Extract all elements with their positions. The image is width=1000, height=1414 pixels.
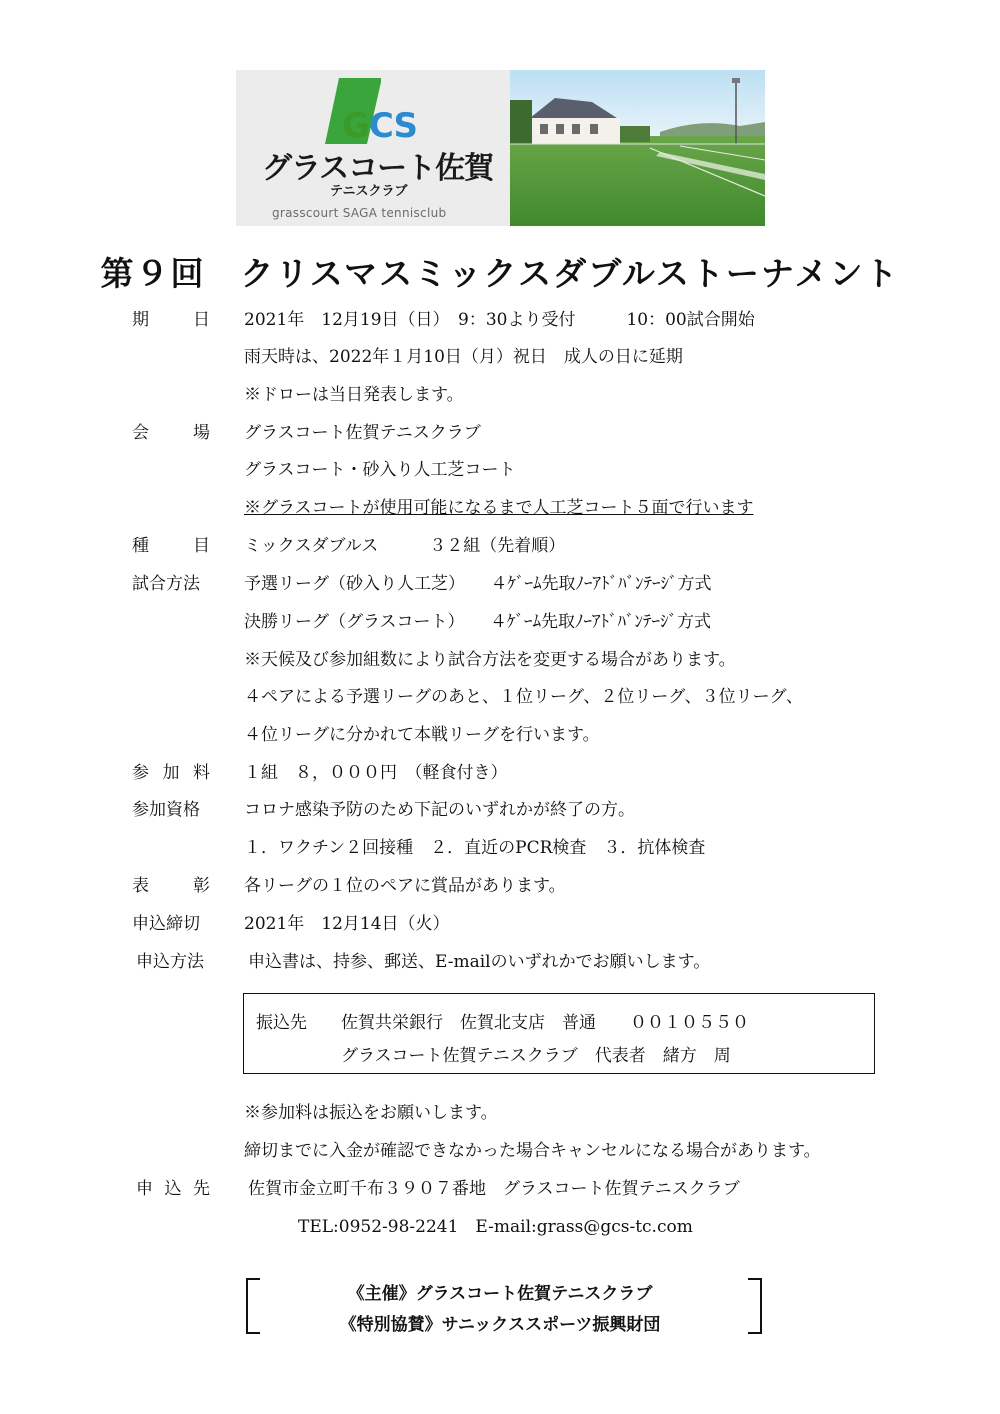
- event-line: ミックスダブルス ３２組（先着順）: [244, 536, 566, 556]
- venue-line-3: ※グラスコートが使用可能になるまで人工芝コート５面で行います: [244, 498, 754, 518]
- fee-line: １組 ８，０００円 （軽食付き）: [244, 763, 508, 783]
- contact-tel-email: TEL:0952-98-2241 E-mail:grass@gcs-tc.com: [298, 1217, 693, 1237]
- label-char: 彰: [193, 876, 210, 896]
- deadline-line: 2021年 12月14日（火）: [244, 914, 450, 934]
- label-char: 申: [136, 1179, 153, 1199]
- label-char: 表: [132, 876, 149, 896]
- label-eligibility: 参加資格: [132, 800, 200, 820]
- date-line-3: ※ドローは当日発表します。: [244, 385, 464, 405]
- page-title: 第９回 クリスマスミックスダブルストーナメント: [100, 254, 900, 293]
- organizer-line: 《主催》グラスコート佐賀テニスクラブ: [347, 1284, 653, 1304]
- label-char: 目: [193, 536, 210, 556]
- label-event: [132, 535, 210, 557]
- date-line-2: 雨天時は、2022年１月10日（月）祝日 成人の日に延期: [244, 347, 683, 367]
- label-char: 込: [164, 1179, 182, 1199]
- eligibility-line-1: コロナ感染予防のため下記のいずれかが終了の方。: [244, 800, 635, 820]
- label-contact: [136, 1178, 210, 1200]
- bank-line-1: 振込先 佐賀共栄銀行 佐賀北支店 普通 ００１０５５０: [256, 1013, 749, 1033]
- label-fee: [132, 762, 210, 784]
- date-line-1: 2021年 12月19日（日） 9：30より受付 10：00試合開始: [244, 310, 755, 330]
- payment-note-1: ※参加料は振込をお願いします。: [244, 1103, 498, 1123]
- label-char: 日: [193, 310, 210, 330]
- method-line: 申込書は、持参、郵送、E-mailのいずれかでお願いします。: [248, 952, 711, 972]
- label-char: 料: [193, 763, 210, 783]
- label-char: 先: [193, 1179, 210, 1199]
- label-format: 試合方法: [132, 574, 200, 594]
- venue-line-2: グラスコート・砂入り人工芝コート: [244, 460, 516, 480]
- payment-note-2: 締切までに入金が確認できなかった場合キャンセルになる場合があります。: [244, 1141, 821, 1161]
- venue-line-1: グラスコート佐賀テニスクラブ: [244, 423, 481, 443]
- label-method: 申込方法: [136, 952, 204, 972]
- format-line-2: 決勝リーグ（グラスコート） ４ｹﾞｰﾑ先取ﾉｰｱﾄﾞﾊﾞﾝﾃｰｼﾞ方式: [244, 612, 711, 632]
- label-deadline: 申込締切: [132, 914, 200, 934]
- logo-subtitle: テニスクラブ: [330, 184, 408, 199]
- award-line: 各リーグの１位のペアに賞品があります。: [244, 876, 566, 896]
- format-line-5: ４位リーグに分かれて本戦リーグを行います。: [244, 725, 600, 745]
- label-char: 種: [132, 536, 149, 556]
- bank-line-2: グラスコート佐賀テニスクラブ 代表者 緒方 周: [341, 1046, 731, 1066]
- label-char: 場: [193, 423, 210, 443]
- logo-mark: GCS: [342, 106, 418, 146]
- logo-name: グラスコート佐賀: [262, 151, 494, 186]
- format-line-3: ※天候及び参加組数により試合方法を変更する場合があります。: [244, 650, 736, 670]
- label-date: [132, 309, 210, 331]
- format-line-1: 予選リーグ（砂入り人工芝） ４ｹﾞｰﾑ先取ﾉｰｱﾄﾞﾊﾞﾝﾃｰｼﾞ方式: [244, 574, 712, 594]
- eligibility-line-2: １．ワクチン２回接種 ２．直近のPCR検査 ３．抗体検査: [244, 838, 706, 858]
- grass-court-photo: [510, 70, 765, 226]
- label-char: 期: [132, 310, 149, 330]
- label-char: 参: [132, 763, 149, 783]
- label-char: 会: [132, 423, 149, 443]
- label-venue: [132, 422, 210, 444]
- label-award: [132, 875, 210, 897]
- logo-english: grasscourt SAGA tennisclub: [272, 206, 447, 220]
- sponsor-line: 《特別協賛》サニックススポーツ振興財団: [339, 1315, 661, 1335]
- contact-address: 佐賀市金立町千布３９０７番地 グラスコート佐賀テニスクラブ: [248, 1179, 740, 1199]
- format-line-4: ４ペアによる予選リーグのあと、１位リーグ、２位リーグ、３位リーグ、: [244, 687, 803, 707]
- label-char: 加: [162, 763, 180, 783]
